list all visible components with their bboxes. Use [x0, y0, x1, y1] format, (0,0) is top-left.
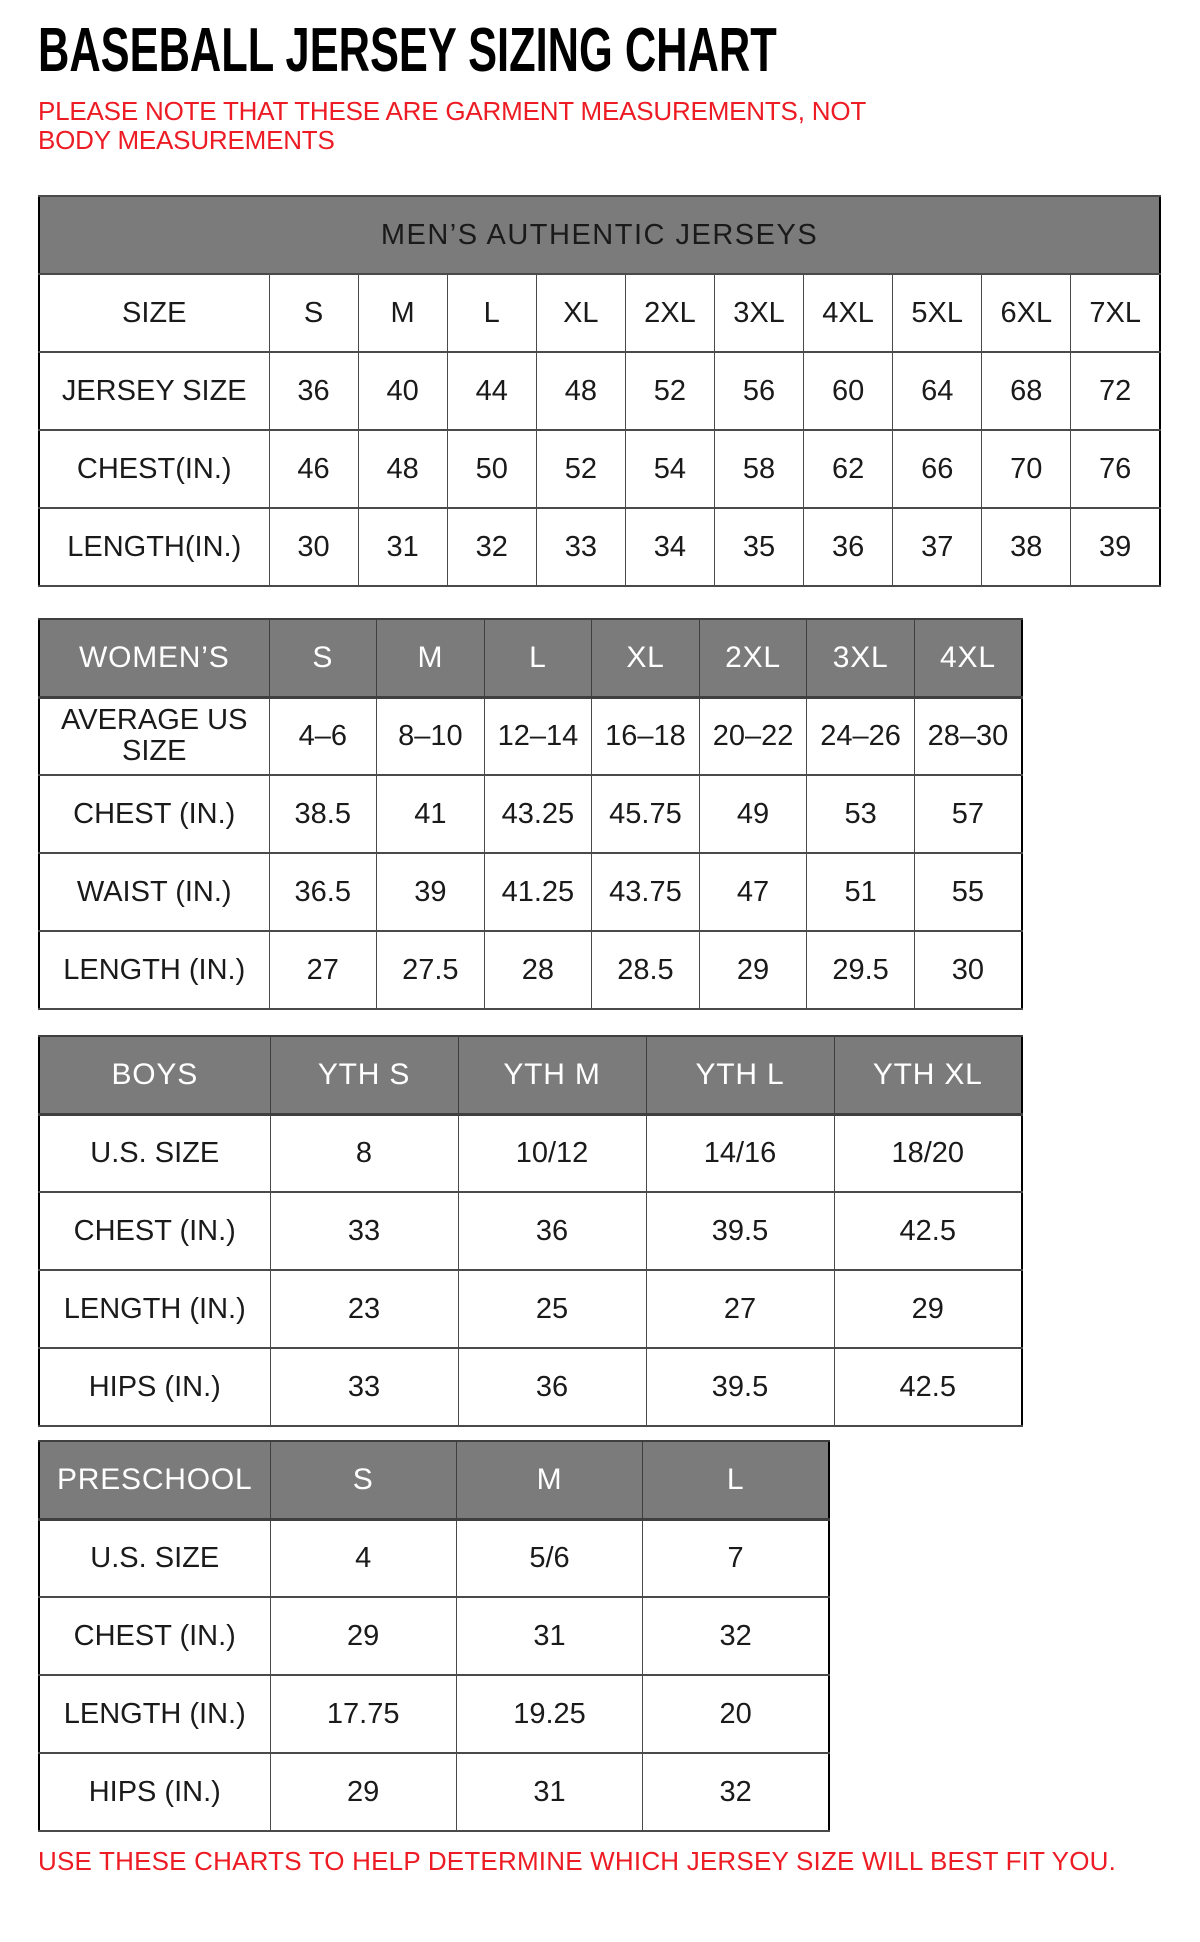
womens-measurement-row [39, 775, 1022, 853]
mens-value-cell: 36 [804, 508, 893, 586]
mens-value-cell: M [358, 274, 447, 352]
boys-value-cell: 10/12 [458, 1114, 646, 1192]
boys-table [38, 1035, 1023, 1427]
preschool-value-cell: 31 [456, 1753, 642, 1831]
mens-value-cell: 52 [536, 430, 625, 508]
womens-measurement-row [39, 853, 1022, 931]
boys-measurement-row [39, 1192, 1022, 1270]
boys-row-label: HIPS (IN.) [39, 1348, 270, 1426]
boys-measurement-row [39, 1348, 1022, 1426]
womens-row-label: LENGTH (IN.) [39, 931, 269, 1009]
preschool-row-label: U.S. SIZE [39, 1519, 270, 1597]
womens-value-cell: 30 [914, 931, 1022, 1009]
womens-row-label: WAIST (IN.) [39, 853, 269, 931]
womens-size-column-header: 4XL [914, 619, 1022, 697]
womens-size-column-header: 3XL [807, 619, 915, 697]
womens-measurement-row [39, 931, 1022, 1009]
mens-value-cell: XL [536, 274, 625, 352]
mens-value-cell: 6XL [982, 274, 1071, 352]
mens-value-cell: 52 [625, 352, 714, 430]
mens-value-cell: 37 [893, 508, 982, 586]
womens-value-cell: 4–6 [269, 697, 377, 775]
womens-measurement-row [39, 697, 1022, 775]
womens-value-cell: 36.5 [269, 853, 377, 931]
boys-value-cell: 14/16 [646, 1114, 834, 1192]
mens-value-cell: 40 [358, 352, 447, 430]
mens-value-cell: 7XL [1071, 274, 1160, 352]
mens-value-cell: 54 [625, 430, 714, 508]
mens-value-cell: 3XL [714, 274, 803, 352]
mens-banner-title: MEN’S AUTHENTIC JERSEYS [39, 196, 1160, 274]
boys-size-column-header: YTH XL [834, 1036, 1022, 1114]
mens-row-label: SIZE [39, 274, 269, 352]
mens-value-cell: 31 [358, 508, 447, 586]
garment-measurement-note: PLEASE NOTE THAT THESE ARE GARMENT MEASUREMENTS, NOT BODY MEASUREMENTS [38, 96, 866, 156]
boys-value-cell: 27 [646, 1270, 834, 1348]
womens-value-cell: 20–22 [699, 697, 807, 775]
preschool-value-cell: 29 [270, 1753, 456, 1831]
mens-value-cell: 64 [893, 352, 982, 430]
preschool-jerseys-table-section [38, 1440, 1162, 1832]
mens-banner-row [39, 196, 1160, 274]
womens-value-cell: 53 [807, 775, 915, 853]
preschool-value-cell: 32 [643, 1753, 829, 1831]
preschool-measurement-row [39, 1519, 829, 1597]
mens-measurement-row [39, 352, 1160, 430]
mens-measurement-row [39, 274, 1160, 352]
mens-row-label: JERSEY SIZE [39, 352, 269, 430]
mens-value-cell: 36 [269, 352, 358, 430]
mens-value-cell: L [447, 274, 536, 352]
boys-header-row [39, 1036, 1022, 1114]
womens-jerseys-table-section [38, 618, 1162, 1010]
boys-header-label: BOYS [39, 1036, 270, 1114]
mens-measurement-row [39, 430, 1160, 508]
boys-size-column-header: YTH L [646, 1036, 834, 1114]
mens-value-cell: 56 [714, 352, 803, 430]
womens-row-label: CHEST (IN.) [39, 775, 269, 853]
mens-value-cell: 39 [1071, 508, 1160, 586]
preschool-measurement-row [39, 1753, 829, 1831]
preschool-value-cell: 32 [643, 1597, 829, 1675]
preschool-size-column-header: L [643, 1441, 829, 1519]
boys-jerseys-table-section [38, 1035, 1162, 1427]
mens-value-cell: 32 [447, 508, 536, 586]
preschool-measurement-row [39, 1675, 829, 1753]
mens-value-cell: 35 [714, 508, 803, 586]
mens-value-cell: 4XL [804, 274, 893, 352]
boys-value-cell: 33 [270, 1348, 458, 1426]
womens-value-cell: 12–14 [484, 697, 592, 775]
boys-value-cell: 36 [458, 1192, 646, 1270]
mens-value-cell: 58 [714, 430, 803, 508]
preschool-row-label: CHEST (IN.) [39, 1597, 270, 1675]
womens-size-column-header: S [269, 619, 377, 697]
mens-row-label: CHEST(IN.) [39, 430, 269, 508]
womens-value-cell: 41 [377, 775, 485, 853]
boys-row-label: CHEST (IN.) [39, 1192, 270, 1270]
preschool-value-cell: 7 [643, 1519, 829, 1597]
boys-value-cell: 42.5 [834, 1348, 1022, 1426]
boys-value-cell: 23 [270, 1270, 458, 1348]
womens-value-cell: 45.75 [592, 775, 700, 853]
preschool-value-cell: 19.25 [456, 1675, 642, 1753]
mens-value-cell: 2XL [625, 274, 714, 352]
mens-value-cell: 66 [893, 430, 982, 508]
mens-value-cell: 62 [804, 430, 893, 508]
womens-value-cell: 28–30 [914, 697, 1022, 775]
womens-value-cell: 57 [914, 775, 1022, 853]
preschool-row-label: LENGTH (IN.) [39, 1675, 270, 1753]
boys-value-cell: 39.5 [646, 1348, 834, 1426]
womens-value-cell: 28 [484, 931, 592, 1009]
womens-value-cell: 43.75 [592, 853, 700, 931]
preschool-row-label: HIPS (IN.) [39, 1753, 270, 1831]
boys-size-column-header: YTH S [270, 1036, 458, 1114]
mens-value-cell: 34 [625, 508, 714, 586]
womens-value-cell: 51 [807, 853, 915, 931]
womens-value-cell: 47 [699, 853, 807, 931]
womens-header-label: WOMEN’S [39, 619, 269, 697]
womens-value-cell: 16–18 [592, 697, 700, 775]
boys-value-cell: 25 [458, 1270, 646, 1348]
womens-value-cell: 38.5 [269, 775, 377, 853]
mens-row-label: LENGTH(IN.) [39, 508, 269, 586]
mens-value-cell: 33 [536, 508, 625, 586]
womens-value-cell: 28.5 [592, 931, 700, 1009]
womens-value-cell: 27 [269, 931, 377, 1009]
mens-value-cell: 60 [804, 352, 893, 430]
womens-value-cell: 29.5 [807, 931, 915, 1009]
mens-value-cell: 50 [447, 430, 536, 508]
mens-value-cell: 48 [358, 430, 447, 508]
womens-value-cell: 49 [699, 775, 807, 853]
womens-table [38, 618, 1023, 1010]
mens-value-cell: 48 [536, 352, 625, 430]
boys-value-cell: 33 [270, 1192, 458, 1270]
womens-value-cell: 55 [914, 853, 1022, 931]
mens-value-cell: 44 [447, 352, 536, 430]
womens-value-cell: 29 [699, 931, 807, 1009]
preschool-measurement-row [39, 1597, 829, 1675]
preschool-header-row [39, 1441, 829, 1519]
mens-value-cell: 72 [1071, 352, 1160, 430]
boys-value-cell: 36 [458, 1348, 646, 1426]
preschool-value-cell: 4 [270, 1519, 456, 1597]
womens-value-cell: 39 [377, 853, 485, 931]
fit-advice-note: USE THESE CHARTS TO HELP DETERMINE WHICH JERSEY SIZE WILL BEST FIT YOU. [38, 1846, 1117, 1877]
mens-value-cell: 38 [982, 508, 1071, 586]
boys-size-column-header: YTH M [458, 1036, 646, 1114]
womens-value-cell: 43.25 [484, 775, 592, 853]
mens-table [38, 195, 1161, 587]
preschool-value-cell: 17.75 [270, 1675, 456, 1753]
womens-value-cell: 24–26 [807, 697, 915, 775]
mens-value-cell: 46 [269, 430, 358, 508]
boys-value-cell: 8 [270, 1114, 458, 1192]
womens-size-column-header: M [377, 619, 485, 697]
preschool-table [38, 1440, 830, 1832]
womens-size-column-header: L [484, 619, 592, 697]
womens-row-label: AVERAGE US SIZE [39, 697, 269, 775]
mens-value-cell: 68 [982, 352, 1071, 430]
preschool-value-cell: 29 [270, 1597, 456, 1675]
boys-value-cell: 39.5 [646, 1192, 834, 1270]
womens-value-cell: 8–10 [377, 697, 485, 775]
womens-header-row [39, 619, 1022, 697]
boys-measurement-row [39, 1114, 1022, 1192]
boys-row-label: U.S. SIZE [39, 1114, 270, 1192]
womens-value-cell: 41.25 [484, 853, 592, 931]
boys-row-label: LENGTH (IN.) [39, 1270, 270, 1348]
womens-size-column-header: XL [592, 619, 700, 697]
boys-value-cell: 18/20 [834, 1114, 1022, 1192]
mens-value-cell: 5XL [893, 274, 982, 352]
mens-measurement-row [39, 508, 1160, 586]
preschool-header-label: PRESCHOOL [39, 1441, 270, 1519]
preschool-size-column-header: S [270, 1441, 456, 1519]
boys-value-cell: 29 [834, 1270, 1022, 1348]
mens-value-cell: S [269, 274, 358, 352]
womens-size-column-header: 2XL [699, 619, 807, 697]
boys-measurement-row [39, 1270, 1022, 1348]
boys-value-cell: 42.5 [834, 1192, 1022, 1270]
page-title: BASEBALL JERSEY SIZING CHART [38, 16, 777, 85]
preschool-value-cell: 31 [456, 1597, 642, 1675]
mens-value-cell: 76 [1071, 430, 1160, 508]
womens-value-cell: 27.5 [377, 931, 485, 1009]
mens-value-cell: 30 [269, 508, 358, 586]
preschool-size-column-header: M [456, 1441, 642, 1519]
mens-value-cell: 70 [982, 430, 1071, 508]
mens-authentic-jerseys-table-section [38, 195, 1162, 587]
preschool-value-cell: 20 [643, 1675, 829, 1753]
preschool-value-cell: 5/6 [456, 1519, 642, 1597]
